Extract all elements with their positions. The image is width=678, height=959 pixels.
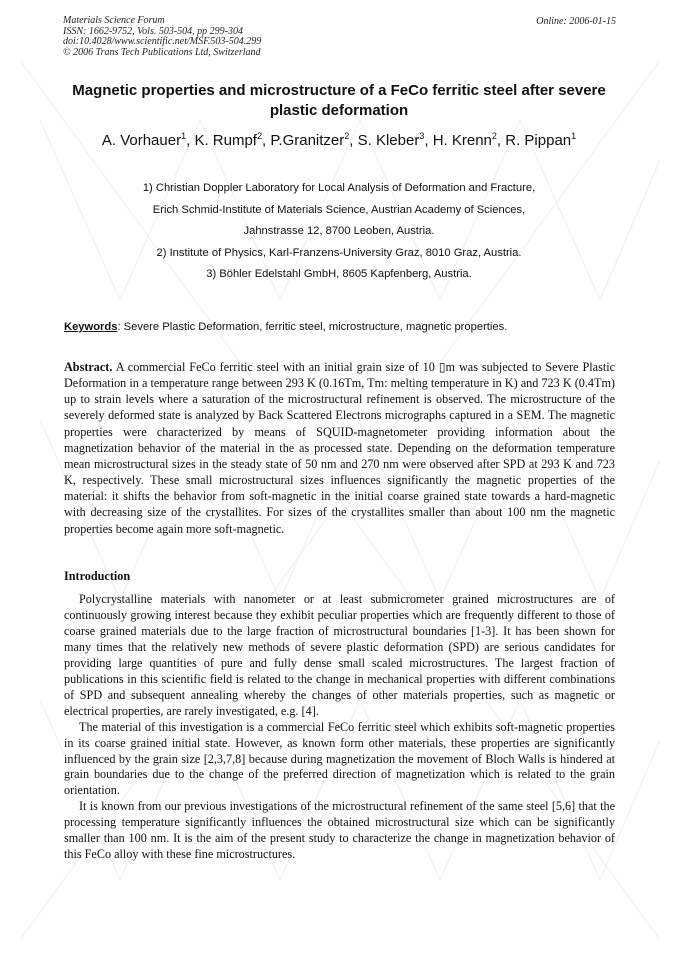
keywords-label: Keywords (64, 321, 118, 333)
author-name: S. Kleber (357, 132, 420, 149)
keywords (64, 321, 624, 333)
author-name: A. Vorhauer (101, 132, 182, 149)
author-separator: , (349, 132, 358, 149)
keywords-colon: : (117, 321, 121, 333)
author-separator: , (424, 132, 433, 149)
affiliation-line: 1) Christian Doppler Laboratory for Local Analysis of Deformation and Fracture, (142, 182, 536, 194)
author-name: H. Krenn (432, 132, 492, 149)
online-date: Online: 2006-01-15 (536, 16, 616, 27)
issn-line: ISSN: 1662-9752, Vols. 503-504, pp 299-304 (63, 25, 243, 37)
affiliation-line: Jahnstrasse 12, 8700 Leoben, Austria. (243, 225, 435, 237)
author-separator: , (186, 132, 195, 149)
affiliation-line: Erich Schmid-Institute of Materials Science, Austrian Academy of Sciences, (152, 203, 526, 216)
copyright-line: © 2006 Trans Tech Publications Ltd, Switzerland (63, 46, 261, 58)
author-affiliation-mark: 2 (491, 131, 497, 141)
author-affiliation-mark: 1 (571, 131, 577, 141)
abstract-label: Abstract. (64, 360, 113, 374)
author-affiliation-mark: 2 (344, 131, 350, 141)
affiliation-line: 3) Böhler Edelstahl GmbH, 8605 Kapfenberg, Austria. (206, 268, 472, 280)
affiliations (60, 178, 618, 286)
author-affiliation-mark: 3 (419, 131, 425, 141)
author-affiliation-mark: 2 (256, 131, 262, 141)
doi-line: doi:10.4028/www.scientific.net/MSF.503-504.299 (63, 36, 262, 48)
introduction-paragraph: Polycrystalline materials with nanometer or at least submicrometer grained microstructures are of continuously growing interest because they exhibit peculiar properties which are frequently different to those of coarse grained materials due to the large fraction of microstructural boundaries [1-3]. It has been shown for many times that the relatively new methods of severe plastic deformation (SPD) are serious candidates for providing large quantities of pure and fully dense small scaled microstructures. The largest fraction of publications in this scientific field is related to the change in mechanical properties with different combinations of SPD and subsequent annealing whereby the changes of other materials properties, such as magnetic or electrical properties, are rarely investigated, e.g. [4]. (64, 592, 615, 718)
author-list (40, 131, 638, 151)
author-affiliation-mark: 1 (181, 131, 187, 141)
introduction-heading: Introduction (64, 569, 131, 583)
abstract-text: A commercial FeCo ferritic steel with an initial grain size of 10 ▯m was subjected to Severe Plastic Deformation in a temperature range between 293 K (0.16Tm, Tm: melting temperature in K) and 723 K (0.4Tm) up to strain levels where a saturation of the microstructural refinement is observed. The microstructure of the severely deformed state is analyzed by Back Scattered Electrons micrographs captured in a SEM. The magnetic properties were characterized by means of SQUID-magnetometer providing information about the magnetization behavior of the material in the as processed state. Depending on the deformation temperature mean microstructural sizes in the steady state of 50 nm and 270 nm were observed after SPD at 293 K and 723 K, respectively. These small microstructural sizes influences significantly the magnetic properties of the material: it shifts the behavior from soft-magnetic in the initial coarse grained state towards a hard-magnetic with decreasing size of the crystallites. For sizes of the crystallites smaller than about 100 nm the magnetic properties become again more soft-magnetic. (64, 360, 615, 536)
author-name: P.Granitzer (270, 132, 345, 149)
keywords-text: Severe Plastic Deformation, ferritic steel, microstructure, magnetic properties. (120, 321, 508, 333)
introduction-paragraph: It is known from our previous investigations of the microstructural refinement of the same steel [5,6] that the processing temperature significantly influences the obtained microstructural size which can be significantly smaller than 100 nm. It is the aim of the present study to characterize the change in magnetization behavior of this FeCo alloy with these fine microstructures. (64, 799, 615, 862)
author-separator: , (261, 132, 271, 149)
author-name: R. Pippan (505, 132, 572, 149)
affiliation-line: 2) Institute of Physics, Karl-Franzens-University Graz, 8010 Graz, Austria. (156, 246, 522, 259)
paper-title: Magnetic properties and microstructure of a FeCo ferritic steel after severe plastic deformation (72, 82, 606, 119)
abstract (64, 359, 615, 537)
author-name: K. Rumpf (194, 132, 257, 149)
author-separator: , (496, 132, 506, 149)
journal-name: Materials Science Forum (63, 15, 165, 26)
introduction-paragraph: The material of this investigation is a commercial FeCo ferritic steel which exhibits soft-magnetic properties in its coarse grained initial state. However, as known form other materials, these properties are significantly influenced by the grain size [2,3,7,8] because during magnetization the movement of Bloch Walls is hindered at grain boundaries due to the change of the preferred direction of magnetization which is related to the grain orientation. (64, 719, 615, 798)
journal-header (63, 16, 261, 58)
introduction-body (64, 592, 615, 863)
